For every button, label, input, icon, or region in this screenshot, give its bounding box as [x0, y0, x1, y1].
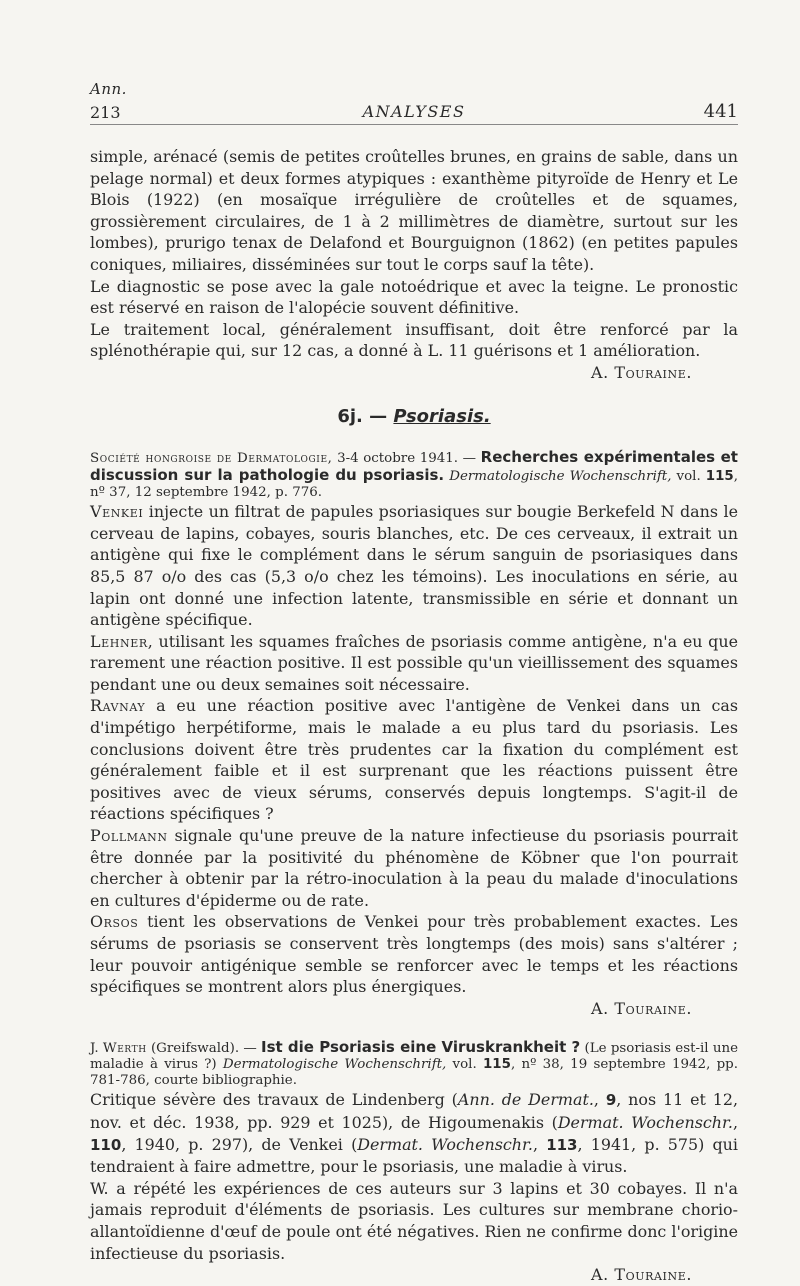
paragraph [90, 825, 738, 911]
paragraph-text: , [732, 1112, 738, 1132]
author-name: Lehner [90, 631, 148, 651]
reference-volume: 115 [705, 469, 734, 485]
paragraph: Le traitement local, généralement insuffisant, doit être renforcé par la splénothérapie qui, sur 12 cas, a donné à L. 11 guérisons et 1 amélioration. [90, 319, 738, 361]
reference-vol-label: vol. [446, 1057, 483, 1073]
paragraph [90, 1089, 738, 1177]
paragraph-text: Le diagnostic se pose avec la gale notoédrique et avec la teigne. Le pronostic est réservé en raison de l'alopécie souvent définitive. [90, 276, 738, 318]
paragraph [90, 695, 738, 825]
reference-details: , nº 38, 19 septembre 1942, pp. 781-786, courte bibliographie. [90, 1057, 738, 1089]
author-name: Pollmann [90, 826, 168, 846]
header-rule [90, 124, 738, 125]
running-header [90, 0, 738, 134]
reference-details: , nº 37, 12 septembre 1942, p. 776. [90, 469, 738, 501]
page-number: 441 [703, 101, 738, 122]
paragraph-text: injecte un filtrat de papules psoriasiques sur bougie Berkefeld N dans le cerveau de lapins, cobayes, souris blanches, etc. De ces cerveaux, il extrait un antigène qui fixe le complément dans le sérum sanguin de psoriasiques dans 85,5 87 o/o des cas (5,3 o/o chez les témoins). Les inoculations en série, au lapin ont donné une infection latente, transmissible en série et donnant un antigène spécifique. [90, 502, 738, 630]
paragraph-text: , nos 11 et 12, nov. et déc. 1938, pp. 929 et 1025), de Higoumenakis ( [90, 1090, 739, 1132]
signature: A. Touraine. [591, 1265, 692, 1285]
paragraph-text: , [532, 1134, 547, 1154]
section-title: Psoriasis. [393, 405, 491, 427]
reference-author: Werth [102, 1041, 147, 1057]
article-reference [90, 449, 738, 501]
paragraph [90, 631, 738, 696]
journal-abbrev: Ann. [90, 80, 127, 98]
reference-place: (Greifswald). — [146, 1041, 262, 1057]
reference-vol-label: vol. [671, 469, 706, 485]
paragraph: W. a répété les expériences de ces auteurs sur 3 lapins et 30 cobayes. Il n'a jamais reproduit d'éléments de psoriasis. Les cultures sur membrane chorio-allantoïdienne d'œuf de poule ont été négatives. Rien ne confirme donc l'origine infectieuse du psoriasis. [90, 1178, 738, 1263]
paragraph-text: a eu une réaction positive avec l'antigène de Venkei dans un cas d'impétigo herpétiforme, mais le malade a eu plus tard du psoriasis. Les conclusions doivent être très prudentes car la fixation du complément est généralement faible et il est surprenant que les réactions puissent être positives avec de vieux sérums, conservés depuis longtemps. S'agit-il de réactions spécifiques ? [90, 696, 738, 824]
cited-journal: Ann. de Dermat. [457, 1090, 594, 1110]
author-name: Venkei [90, 502, 144, 522]
running-title: ANALYSES [362, 102, 466, 121]
section-heading [90, 406, 738, 428]
reference-title: Ist die Psoriasis eine Viruskrankheit ? [261, 1038, 581, 1057]
paragraph [90, 276, 738, 319]
paragraph-text: , utilisant les squames fraîches de psoriasis comme antigène, n'a eu que rarement une réaction positive. Il est possible qu'un vieillissement des squames pendant une ou deux semaines soit nécessaire. [90, 631, 738, 694]
paragraph-text: Critique sévère des travaux de Lindenberg ( [90, 1090, 458, 1110]
paragraph [90, 911, 738, 997]
reference-author: Société hongroise de Dermatologie, [90, 451, 333, 467]
reference-title: Recherches expérimentales et discussion sur la pathologie du psoriasis. [90, 448, 738, 485]
author-name: Orsos [90, 912, 139, 932]
paragraph-text: , 1941, p. 575) qui tendraient à faire admettre, pour le psoriasis, une maladie à virus. [90, 1134, 738, 1177]
reference-journal: Dermatologische Wochenschrift, [222, 1057, 447, 1073]
signature: A. Touraine. [591, 998, 692, 1018]
paragraph [90, 501, 738, 631]
paragraph-text: signale qu'une preuve de la nature infectieuse du psoriasis pourrait être donnée par la positivité du phénomène de Köbner que l'on pourrait chercher à obtenir par la rétro-inoculation à la peau du malade d'inoculations en cultures d'épiderme ou de rate. [90, 826, 738, 910]
author-name: Ravnay [90, 696, 146, 716]
paragraph-text: , [593, 1090, 606, 1110]
volume-number: 213 [90, 103, 121, 122]
paragraph: simple, arénacé (semis de petites croûtelles brunes, en grains de sable, dans un pelage normal) et deux formes atypiques : exanthème pityroïde de Henry et Le Blois (1922) (en mosaïque irrégulière de croûtelles et de squames, grossièrement circulaires, de 1 à 2 millimètres de diamètre, surtout sur les lombes), prurigo tenax de Delafond et Bourguignon (1862) (en petites papules coniques, miliaires, disséminées sur tout le corps sauf la tête). [90, 147, 738, 274]
reference-date: 3-4 octobre 1941. — [332, 451, 481, 467]
reference-author-initial: J. [90, 1041, 103, 1057]
reference-translation: (Le psoriasis est-il une maladie à virus ?) [90, 1041, 738, 1073]
signature: A. Touraine. [591, 362, 692, 382]
spacer [90, 1019, 738, 1033]
page-body [90, 146, 738, 1286]
section-number: 6j. — [337, 405, 388, 427]
cited-journal: Dermat. Wochenschr. [557, 1112, 733, 1132]
cited-volume: 110 [90, 1135, 122, 1154]
paragraph-text: tient les observations de Venkei pour très probablement exactes. Les sérums de psoriasis se conservent très longtemps (des mois) sans s'altérer ; leur pouvoir antigénique semble se renforcer avec le temps et les réactions spécifiques se montrent alors plus énergiques. [90, 912, 738, 997]
cited-volume: 9 [605, 1091, 617, 1110]
cited-volume: 113 [546, 1135, 578, 1154]
reference-journal: Dermatologische Wochenschrift, [444, 469, 672, 485]
cited-journal: Dermat. Wochenschr. [357, 1134, 533, 1154]
article-reference [90, 1039, 738, 1089]
paragraph-text: , 1940, p. 297), de Venkei ( [121, 1134, 358, 1154]
reference-volume: 115 [482, 1057, 511, 1073]
